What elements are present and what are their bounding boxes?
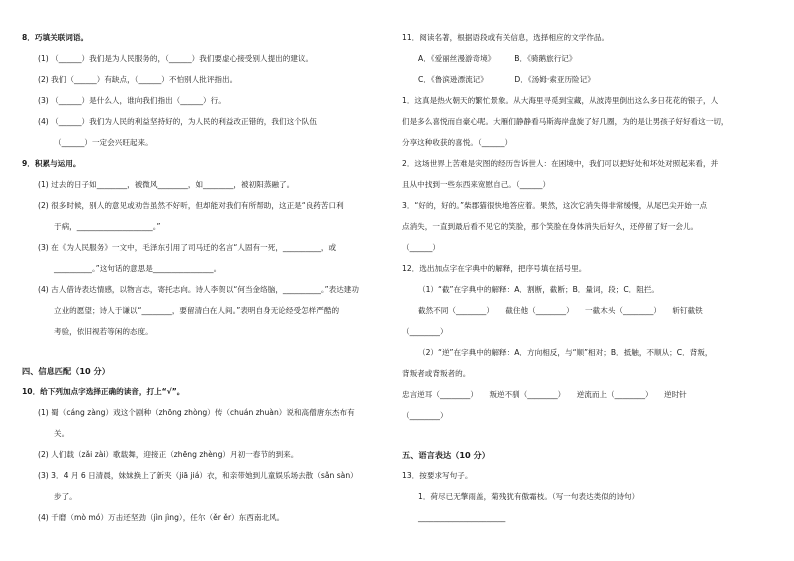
left-line-14: 考验，依旧视若等闲的态度。 (54, 327, 153, 336)
left-line-9: 于病，____________________。” (54, 222, 161, 231)
left-line-1: (1) （______）我们是为人民服务的，（______）我们要虚心接受别人提出的建议。 (38, 54, 314, 63)
right-line-0: 11．阅读名著，根据语段或有关信息，选择相应的文学作品。 (402, 33, 610, 42)
right-line-9: 点消失，一直到最后看不见它的笑脸，那个笑脸在身体消失后好久，还停留了好一会儿。 (402, 222, 699, 231)
left-line-15: 四、信息匹配（10 分） (22, 366, 110, 376)
right-line-16: 背叛者或背叛者的。 (402, 369, 471, 378)
left-line-20: (3) 3．4 月 6 日清晨，妹妹换上了新夹（jiā jiá）衣，和亲带她到儿童娱乐场去散（sǎn sàn） (38, 471, 358, 480)
left-line-19: (2) 人们载（zǎi zài）歌载舞，迎接正（zhēng zhèng）月初一春节的到来。 (38, 450, 299, 459)
left-line-12: (4) 古人借诗表达情感，以物言志，寄托志向。诗人李贺以“何当金络脑，__________。”表达建功 (38, 285, 359, 294)
left-line-21: 步了。 (54, 492, 77, 501)
left-line-4: (4) （______）我们为人民的利益坚持好的，为人民的利益改正错的，我们这个队伍 (38, 117, 317, 126)
right-line-12: （1）“截”在字典中的解释：A．割断，截断；B．量词，段；C．阻拦。 (418, 285, 660, 294)
right-line-22: _______________________ (418, 513, 506, 522)
left-line-11: __________。”这句话的意思是________________。 (54, 264, 222, 273)
right-line-6: 2．这场世界上苦难是灾图的经历告诉世人：在困境中，我们可以把好处和坏处对照起来看，并 (402, 159, 719, 168)
right-line-11: 12．选出加点字在字典中的解释，把序号填在括号里。 (402, 264, 587, 273)
left-line-6: 9．积累与运用。 (22, 159, 81, 168)
left-line-22: (4) 千磨（mò mó）万击还坚劲（jìn jìng），任尔（ěr ěr）东西南北风。 (38, 513, 285, 522)
right-line-15: （2）“逆”在字典中的解释：A．方向相反，与“顺”相对；B．抵触，不顺从；C．背叛， (418, 348, 713, 357)
right-line-1: A．《爱丽丝漫游奇境》 B．《骑鹅旅行记》 (418, 54, 577, 63)
left-line-17: (1) 蜀（cáng zàng）戏这个剧种（zhōng zhòng）传（chuán zhuàn）说和高僧唐东杰布有 (38, 408, 355, 417)
right-line-20: 13．按要求写句子。 (402, 471, 473, 480)
left-line-3: (3) （______）是什么人，谁向我们指出（______）行。 (38, 96, 226, 105)
right-line-5: 分享这种收获的喜悦。（______） (402, 138, 513, 147)
right-line-7: 且从中找到一些东西来宽慰自己。（______） (402, 180, 551, 189)
left-line-5: （______）一定会兴旺起来。 (54, 138, 153, 147)
left-line-16: 10．给下列加点字选择正确的读音，打上“√”。 (22, 387, 185, 396)
right-line-19: 五、语言表达（10 分） (402, 450, 490, 460)
left-line-2: (2) 我们（______）有缺点，（______）不怕别人批评指出。 (38, 75, 238, 84)
left-line-0: 8．巧填关联词语。 (22, 33, 89, 42)
right-line-13: 截然不同（________） 截住他（________） 一截木头（________） 斩钉截铁 (418, 306, 703, 315)
left-line-18: 关。 (54, 429, 70, 438)
right-line-10: （______） (402, 243, 440, 252)
right-line-8: 3．“好的，好的。”柴郡猫很快地答应着。果然，这次它消失得非常缓慢，从尾巴尖开始一点 (402, 201, 708, 210)
right-line-18: （________） (402, 411, 448, 420)
left-line-13: 立业的愿望；诗人于谦以“________，要留清白在人间。”表明自身无论经受怎样严酷的 (54, 306, 340, 315)
left-line-7: (1) 过去的日子如________，被微风________，如________，被初阳蒸融了。 (38, 180, 295, 189)
right-line-21: 1．荷尽已无擎雨盖，菊残犹有傲霜枝。（写一句表达类似的诗句） (418, 492, 640, 501)
right-line-4: 们是多么喜悦而自豪心呢。大雁们静静看马斯海岸盘旋了好几圈，为的是让男孩子好好看这一切， (402, 117, 729, 126)
left-line-8: (2) 很多时候，别人的意见或劝告虽然不好听，但却能对我们有所帮助，这正是“良药苦口利 (38, 201, 344, 210)
right-line-17: 忠言逆耳（________） 叛逆不驯（________） 逆流而上（________） 逆时针 (402, 390, 687, 399)
right-line-14: （________） (402, 327, 448, 336)
left-line-10: (3) 在《为人民服务》一文中，毛泽东引用了司马迁的名言“人固有一死，__________，或 (38, 243, 337, 252)
right-line-3: 1．这真是热火朝天的繁忙景象。从大海里寻觅到宝藏，从波涛里倒出这么多日花花的银子，人 (402, 96, 719, 105)
right-line-2: C．《鲁滨逊漂流记》 D．《汤姆·索亚历险记》 (418, 75, 595, 84)
